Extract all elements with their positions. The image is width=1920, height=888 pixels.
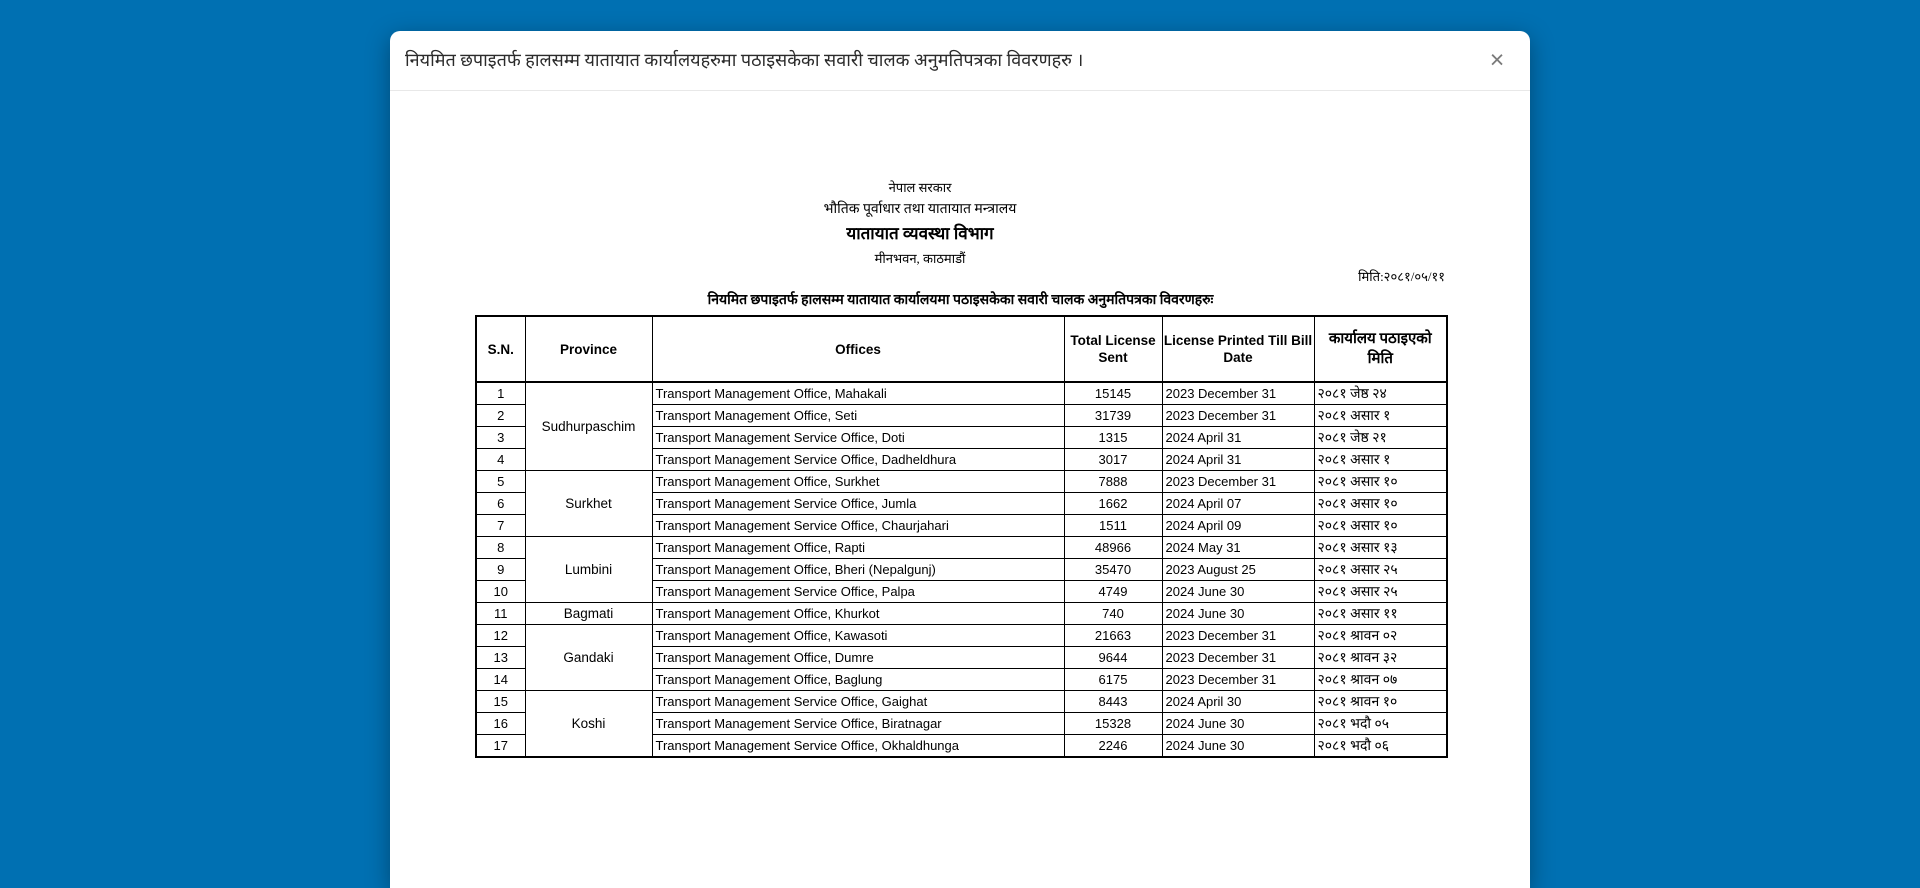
col-header-province: Province [525, 316, 652, 382]
cell-sn: 16 [476, 713, 525, 735]
cell-office-sent-date: २०८१ असार १३ [1314, 537, 1447, 559]
cell-office: Transport Management Office, Baglung [652, 669, 1064, 691]
cell-office: Transport Management Service Office, Okhaldhunga [652, 735, 1064, 758]
cell-sn: 4 [476, 449, 525, 471]
col-header-office-sent-date: कार्यालय पठाइएको मिति [1314, 316, 1447, 382]
doc-header-department: यातायात व्यवस्था विभाग [846, 224, 994, 243]
cell-office: Transport Management Service Office, Biratnagar [652, 713, 1064, 735]
cell-sn: 1 [476, 382, 525, 405]
cell-sn: 11 [476, 603, 525, 625]
cell-total-license-sent: 1511 [1064, 515, 1162, 537]
cell-license-printed-till: 2024 April 31 [1162, 427, 1314, 449]
cell-province: Gandaki [525, 625, 652, 691]
cell-total-license-sent: 7888 [1064, 471, 1162, 493]
table-row [476, 603, 1447, 625]
cell-office-sent-date: २०८१ भदौ ०६ [1314, 735, 1447, 758]
cell-license-printed-till: 2024 April 30 [1162, 691, 1314, 713]
cell-license-printed-till: 2023 December 31 [1162, 471, 1314, 493]
cell-office-sent-date: २०८१ असार १ [1314, 405, 1447, 427]
cell-total-license-sent: 740 [1064, 603, 1162, 625]
cell-total-license-sent: 35470 [1064, 559, 1162, 581]
cell-sn: 13 [476, 647, 525, 669]
cell-office: Transport Management Office, Seti [652, 405, 1064, 427]
cell-province: Surkhet [525, 471, 652, 537]
cell-office: Transport Management Office, Bheri (Nepalgunj) [652, 559, 1064, 581]
cell-office: Transport Management Service Office, Doti [652, 427, 1064, 449]
cell-total-license-sent: 4749 [1064, 581, 1162, 603]
cell-total-license-sent: 1315 [1064, 427, 1162, 449]
cell-license-printed-till: 2024 May 31 [1162, 537, 1314, 559]
cell-office-sent-date: २०८१ असार १० [1314, 515, 1447, 537]
cell-sn: 3 [476, 427, 525, 449]
table-row [476, 537, 1447, 559]
cell-license-printed-till: 2023 August 25 [1162, 559, 1314, 581]
cell-sn: 7 [476, 515, 525, 537]
cell-office-sent-date: २०८१ असार २५ [1314, 581, 1447, 603]
cell-office: Transport Management Office, Rapti [652, 537, 1064, 559]
document-date: मिति:२०८१/०५/११ [1358, 269, 1445, 284]
modal [390, 31, 1530, 888]
cell-total-license-sent: 9644 [1064, 647, 1162, 669]
table-body [476, 382, 1447, 757]
cell-office-sent-date: २०८१ असार ११ [1314, 603, 1447, 625]
table-row [476, 625, 1447, 647]
cell-license-printed-till: 2024 April 07 [1162, 493, 1314, 515]
table-row [476, 382, 1447, 405]
cell-license-printed-till: 2023 December 31 [1162, 669, 1314, 691]
cell-total-license-sent: 48966 [1064, 537, 1162, 559]
doc-header-address: मीनभवन, काठमाडौं [874, 251, 966, 266]
cell-sn: 8 [476, 537, 525, 559]
cell-license-printed-till: 2024 April 31 [1162, 449, 1314, 471]
cell-office-sent-date: २०८१ जेष्ठ २४ [1314, 382, 1447, 405]
cell-office-sent-date: २०८१ श्रावन ३२ [1314, 647, 1447, 669]
cell-total-license-sent: 31739 [1064, 405, 1162, 427]
col-header-offices: Offices [652, 316, 1064, 382]
cell-license-printed-till: 2023 December 31 [1162, 647, 1314, 669]
cell-total-license-sent: 21663 [1064, 625, 1162, 647]
table-header-row [476, 316, 1447, 382]
cell-office-sent-date: २०८१ श्रावन १० [1314, 691, 1447, 713]
cell-license-printed-till: 2024 June 30 [1162, 581, 1314, 603]
cell-office: Transport Management Service Office, Dadheldhura [652, 449, 1064, 471]
modal-title: नियमित छपाइतर्फ हालसम्म यातायात कार्यालयहरुमा पठाइसकेका सवारी चालक अनुमतिपत्रका विवरणहरु । [405, 50, 1084, 70]
cell-license-printed-till: 2023 December 31 [1162, 405, 1314, 427]
cell-office-sent-date: २०८१ असार २५ [1314, 559, 1447, 581]
modal-header [390, 31, 1530, 91]
doc-header-ministry: भौतिक पूर्वाधार तथा यातायात मन्त्रालय [823, 202, 1017, 217]
table-caption: नियमित छपाइतर्फ हालसम्म यातायात कार्यालयमा पठाइसकेका सवारी चालक अनुमतिपत्रका विवरणहरुः [707, 293, 1214, 308]
license-table [475, 315, 1448, 758]
table-row [476, 471, 1447, 493]
cell-office-sent-date: २०८१ श्रावन ०२ [1314, 625, 1447, 647]
cell-license-printed-till: 2024 June 30 [1162, 603, 1314, 625]
cell-license-printed-till: 2024 June 30 [1162, 735, 1314, 758]
cell-office-sent-date: २०८१ असार १ [1314, 449, 1447, 471]
cell-office: Transport Management Office, Dumre [652, 647, 1064, 669]
cell-sn: 6 [476, 493, 525, 515]
cell-office-sent-date: २०८१ श्रावन ०७ [1314, 669, 1447, 691]
cell-office-sent-date: २०८१ असार १० [1314, 493, 1447, 515]
cell-office: Transport Management Service Office, Gaighat [652, 691, 1064, 713]
cell-total-license-sent: 15328 [1064, 713, 1162, 735]
cell-total-license-sent: 3017 [1064, 449, 1162, 471]
document-header [390, 177, 1450, 271]
cell-sn: 15 [476, 691, 525, 713]
cell-total-license-sent: 1662 [1064, 493, 1162, 515]
cell-office: Transport Management Office, Khurkot [652, 603, 1064, 625]
cell-sn: 14 [476, 669, 525, 691]
cell-license-printed-till: 2023 December 31 [1162, 382, 1314, 405]
cell-province: Lumbini [525, 537, 652, 603]
cell-office: Transport Management Service Office, Jumla [652, 493, 1064, 515]
close-icon[interactable]: × [1489, 46, 1505, 74]
cell-office-sent-date: २०८१ असार १० [1314, 471, 1447, 493]
cell-office: Transport Management Office, Kawasoti [652, 625, 1064, 647]
doc-header-government: नेपाल सरकार [888, 180, 952, 195]
cell-sn: 9 [476, 559, 525, 581]
cell-province: Koshi [525, 691, 652, 758]
cell-total-license-sent: 6175 [1064, 669, 1162, 691]
cell-total-license-sent: 8443 [1064, 691, 1162, 713]
cell-office-sent-date: २०८१ जेष्ठ २१ [1314, 427, 1447, 449]
cell-total-license-sent: 15145 [1064, 382, 1162, 405]
cell-license-printed-till: 2023 December 31 [1162, 625, 1314, 647]
cell-office: Transport Management Office, Surkhet [652, 471, 1064, 493]
cell-province: Sudhurpaschim [525, 382, 652, 471]
cell-sn: 5 [476, 471, 525, 493]
table-row [476, 691, 1447, 713]
cell-province: Bagmati [525, 603, 652, 625]
cell-office: Transport Management Service Office, Chaurjahari [652, 515, 1064, 537]
cell-office-sent-date: २०८१ भदौ ०५ [1314, 713, 1447, 735]
col-header-total-license-sent: Total License Sent [1064, 316, 1162, 382]
cell-sn: 2 [476, 405, 525, 427]
cell-license-printed-till: 2024 April 09 [1162, 515, 1314, 537]
cell-total-license-sent: 2246 [1064, 735, 1162, 758]
col-header-license-printed-till: License Printed Till Bill Date [1162, 316, 1314, 382]
cell-office: Transport Management Service Office, Palpa [652, 581, 1064, 603]
cell-sn: 12 [476, 625, 525, 647]
col-header-sn: S.N. [476, 316, 525, 382]
cell-office: Transport Management Office, Mahakali [652, 382, 1064, 405]
cell-sn: 17 [476, 735, 525, 758]
cell-license-printed-till: 2024 June 30 [1162, 713, 1314, 735]
cell-sn: 10 [476, 581, 525, 603]
